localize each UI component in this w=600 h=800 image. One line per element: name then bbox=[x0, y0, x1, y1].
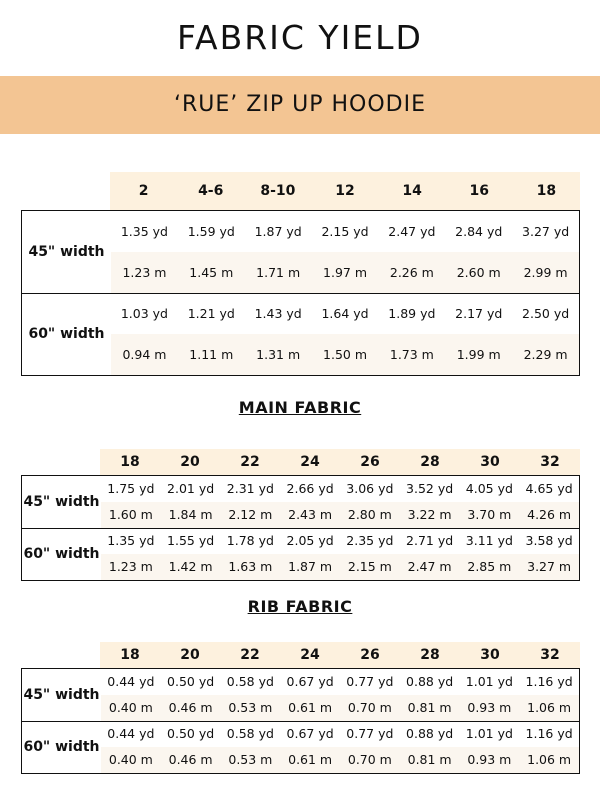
yield-value: 1.11 m bbox=[189, 347, 234, 362]
yield-value: 1.87 yd bbox=[254, 224, 302, 239]
width-label: 60" width bbox=[28, 326, 105, 342]
yield-value: 4.26 m bbox=[527, 507, 572, 522]
yield-table-body bbox=[21, 210, 580, 376]
yield-value: 0.88 yd bbox=[406, 726, 454, 741]
width-label: 45" width bbox=[23, 494, 100, 510]
size-header-cell: 2 bbox=[138, 183, 149, 199]
yield-value: 0.50 yd bbox=[167, 726, 215, 741]
yield-value: 1.78 yd bbox=[226, 533, 274, 548]
size-header-cell: 22 bbox=[240, 454, 260, 470]
yield-value: 3.70 m bbox=[467, 507, 512, 522]
yield-value: 2.05 yd bbox=[286, 533, 334, 548]
yield-value: 2.43 m bbox=[288, 507, 333, 522]
yards-row bbox=[101, 669, 579, 695]
yield-value: 0.77 yd bbox=[346, 674, 394, 689]
section-heading-rib: RIB FABRIC bbox=[247, 597, 353, 616]
yield-value: 2.26 m bbox=[389, 265, 434, 280]
yield-value: 0.53 m bbox=[228, 700, 273, 715]
yield-value: 2.99 m bbox=[523, 265, 568, 280]
meters-row bbox=[101, 747, 579, 773]
yards-row bbox=[101, 528, 579, 554]
yield-value: 3.11 yd bbox=[465, 533, 513, 548]
yield-value: 1.60 m bbox=[108, 507, 153, 522]
yield-value: 0.81 m bbox=[407, 752, 452, 767]
yield-value: 1.23 m bbox=[108, 559, 153, 574]
yield-value: 1.21 yd bbox=[187, 306, 235, 321]
group-divider bbox=[22, 721, 579, 722]
yield-value: 0.70 m bbox=[347, 700, 392, 715]
size-header-cell: 16 bbox=[469, 183, 490, 199]
width-label: 60" width bbox=[23, 546, 100, 562]
yield-value: 0.81 m bbox=[407, 700, 452, 715]
yield-value: 2.01 yd bbox=[167, 481, 215, 496]
section-heading-main: MAIN FABRIC bbox=[238, 398, 362, 417]
yield-value: 0.88 yd bbox=[406, 674, 454, 689]
yield-value: 1.63 m bbox=[228, 559, 273, 574]
yield-value: 0.93 m bbox=[467, 700, 512, 715]
size-header-cell: 28 bbox=[420, 454, 440, 470]
yards-row bbox=[101, 721, 579, 747]
title-banner bbox=[0, 76, 600, 134]
size-header-cell: 20 bbox=[180, 647, 200, 663]
page-title: FABRIC YIELD bbox=[177, 18, 423, 57]
yield-value: 1.99 m bbox=[456, 347, 501, 362]
yield-value: 0.46 m bbox=[168, 752, 213, 767]
yield-value: 2.17 yd bbox=[455, 306, 503, 321]
yield-value: 1.71 m bbox=[256, 265, 301, 280]
yield-value: 1.01 yd bbox=[465, 726, 513, 741]
yield-value: 1.87 m bbox=[288, 559, 333, 574]
yield-value: 1.06 m bbox=[527, 752, 572, 767]
yield-value: 0.53 m bbox=[228, 752, 273, 767]
group-divider bbox=[22, 528, 579, 529]
yield-value: 0.50 yd bbox=[167, 674, 215, 689]
meters-row bbox=[101, 554, 579, 580]
group-divider bbox=[22, 293, 579, 294]
meters-row bbox=[101, 695, 579, 721]
meters-row bbox=[101, 502, 579, 528]
yield-value: 0.93 m bbox=[467, 752, 512, 767]
yield-value: 2.29 m bbox=[523, 347, 568, 362]
yield-value: 0.58 yd bbox=[226, 726, 274, 741]
size-header-cell: 24 bbox=[300, 454, 320, 470]
yield-value: 1.31 m bbox=[256, 347, 301, 362]
yield-value: 3.58 yd bbox=[525, 533, 573, 548]
yield-value: 1.35 yd bbox=[107, 533, 155, 548]
yield-value: 2.50 yd bbox=[522, 306, 570, 321]
yield-value: 0.44 yd bbox=[107, 674, 155, 689]
yield-value: 1.55 yd bbox=[167, 533, 215, 548]
yield-value: 1.42 m bbox=[168, 559, 213, 574]
yield-value: 1.23 m bbox=[122, 265, 167, 280]
yield-value: 0.77 yd bbox=[346, 726, 394, 741]
yield-value: 2.85 m bbox=[467, 559, 512, 574]
size-header-cell: 28 bbox=[420, 647, 440, 663]
yield-value: 1.50 m bbox=[323, 347, 367, 362]
width-label: 45" width bbox=[28, 244, 105, 260]
size-header-cell: 12 bbox=[335, 183, 355, 199]
yield-value: 0.67 yd bbox=[286, 726, 334, 741]
yield-value: 0.61 m bbox=[288, 752, 333, 767]
yield-value: 2.12 m bbox=[228, 507, 273, 522]
size-header-cell: 30 bbox=[480, 454, 500, 470]
yield-value: 0.40 m bbox=[108, 700, 153, 715]
yield-value: 3.27 m bbox=[527, 559, 572, 574]
yards-row bbox=[111, 293, 579, 334]
yield-value: 0.44 yd bbox=[107, 726, 155, 741]
yield-value: 3.22 m bbox=[407, 507, 452, 522]
size-header-cell: 18 bbox=[536, 183, 557, 199]
yield-value: 1.97 m bbox=[323, 265, 367, 280]
width-label: 60" width bbox=[23, 739, 100, 755]
yield-value: 2.71 yd bbox=[406, 533, 454, 548]
yield-value: 0.94 m bbox=[122, 347, 167, 362]
yield-value: 3.06 yd bbox=[346, 481, 394, 496]
size-header-row bbox=[100, 449, 580, 475]
size-header-cell: 14 bbox=[402, 183, 422, 199]
size-header-cell: 8-10 bbox=[260, 183, 296, 199]
yield-value: 2.60 m bbox=[456, 265, 501, 280]
yield-value: 2.15 m bbox=[347, 559, 392, 574]
yield-value: 0.46 m bbox=[168, 700, 213, 715]
yield-value: 2.84 yd bbox=[455, 224, 503, 239]
size-header-cell: 32 bbox=[540, 647, 560, 663]
meters-row bbox=[111, 252, 579, 293]
yield-table-body bbox=[21, 668, 580, 774]
yield-value: 2.15 yd bbox=[321, 224, 369, 239]
yield-value: 2.31 yd bbox=[226, 481, 274, 496]
yield-value: 3.52 yd bbox=[406, 481, 454, 496]
yield-value: 0.40 m bbox=[108, 752, 153, 767]
size-header-cell: 26 bbox=[360, 647, 380, 663]
yield-value: 2.47 yd bbox=[388, 224, 436, 239]
yield-value: 1.45 m bbox=[189, 265, 234, 280]
size-header-cell: 18 bbox=[120, 647, 140, 663]
size-header-cell: 4-6 bbox=[198, 183, 224, 199]
yield-value: 1.75 yd bbox=[107, 481, 155, 496]
yield-value: 0.67 yd bbox=[286, 674, 334, 689]
yield-value: 4.05 yd bbox=[465, 481, 513, 496]
meters-row bbox=[111, 334, 579, 375]
width-label: 45" width bbox=[23, 687, 100, 703]
size-header-cell: 32 bbox=[540, 454, 560, 470]
yield-value: 1.03 yd bbox=[120, 306, 168, 321]
size-header-cell: 22 bbox=[240, 647, 260, 663]
size-header-cell: 26 bbox=[360, 454, 380, 470]
yield-value: 2.47 m bbox=[407, 559, 452, 574]
yield-value: 1.73 m bbox=[389, 347, 434, 362]
yield-value: 1.43 yd bbox=[254, 306, 302, 321]
yield-value: 1.06 m bbox=[527, 700, 572, 715]
yield-value: 0.61 m bbox=[288, 700, 333, 715]
yield-value: 1.64 yd bbox=[321, 306, 369, 321]
yield-value: 1.89 yd bbox=[388, 306, 436, 321]
size-header-cell: 20 bbox=[180, 454, 200, 470]
size-header-row bbox=[100, 642, 580, 668]
yield-value: 1.35 yd bbox=[120, 224, 168, 239]
yards-row bbox=[101, 476, 579, 502]
size-header-cell: 18 bbox=[120, 454, 140, 470]
yield-value: 0.58 yd bbox=[226, 674, 274, 689]
yield-value: 2.35 yd bbox=[346, 533, 394, 548]
yield-value: 1.84 m bbox=[168, 507, 213, 522]
yield-value: 1.16 yd bbox=[525, 674, 573, 689]
yield-value: 1.01 yd bbox=[465, 674, 513, 689]
yield-value: 2.80 m bbox=[347, 507, 392, 522]
yield-value: 0.70 m bbox=[347, 752, 392, 767]
yield-value: 1.59 yd bbox=[187, 224, 235, 239]
yield-table-body bbox=[21, 475, 580, 581]
size-header-cell: 24 bbox=[300, 647, 320, 663]
yards-row bbox=[111, 211, 579, 252]
yield-value: 2.66 yd bbox=[286, 481, 334, 496]
yield-value: 1.16 yd bbox=[525, 726, 573, 741]
yield-value: 3.27 yd bbox=[522, 224, 570, 239]
size-header-cell: 30 bbox=[480, 647, 500, 663]
yield-value: 4.65 yd bbox=[525, 481, 573, 496]
size-header-row bbox=[110, 172, 580, 210]
pattern-name: ‘RUE’ ZIP UP HOODIE bbox=[174, 92, 426, 117]
